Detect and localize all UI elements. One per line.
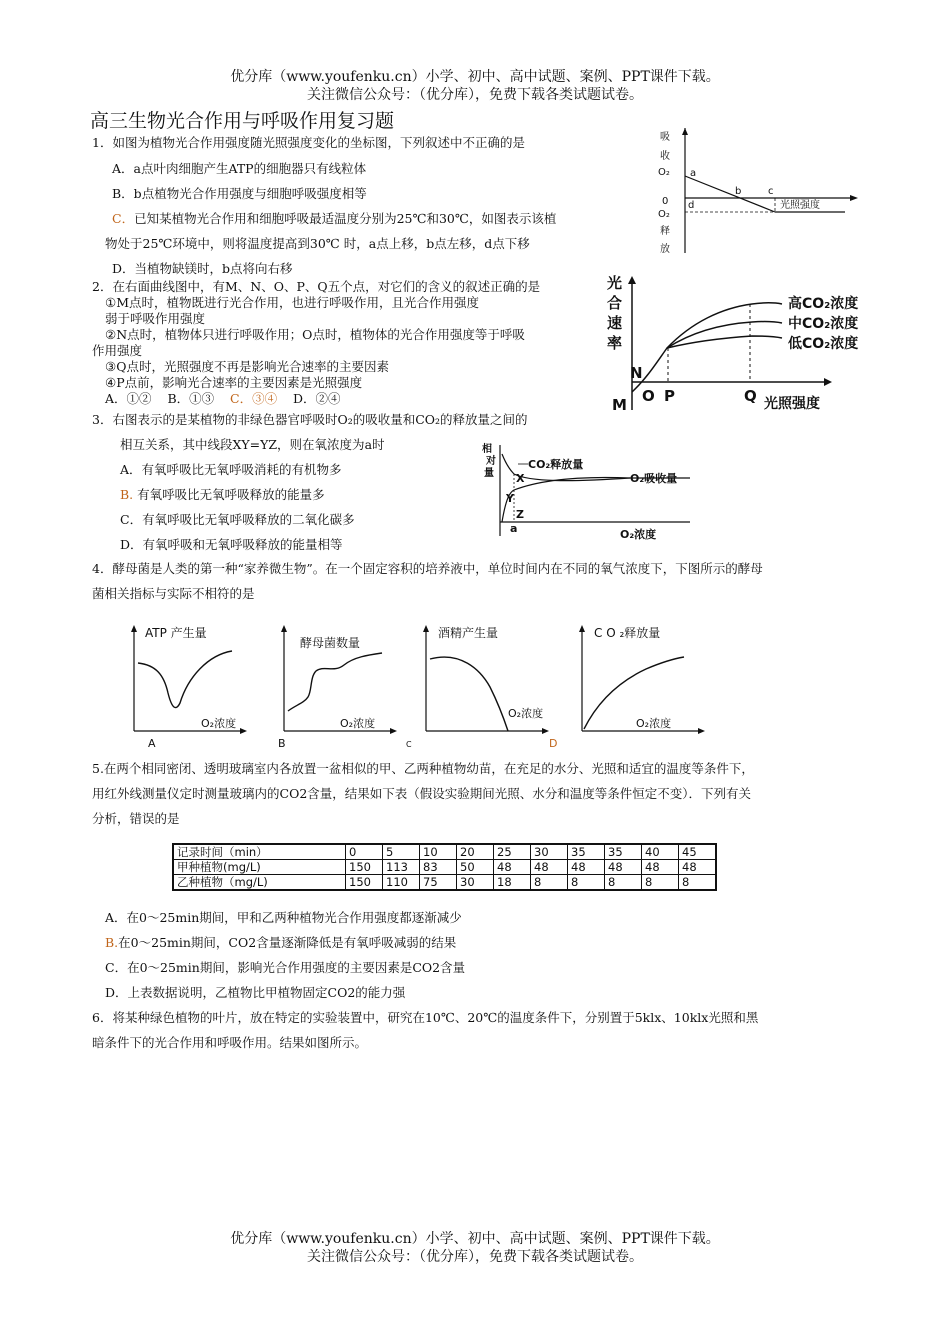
- q2-fig-curve-high: 高CO₂浓度: [788, 296, 859, 312]
- q3-figure: [480, 440, 695, 545]
- q3-fig-point-a: a: [510, 522, 518, 535]
- table-cell: 75: [420, 875, 457, 891]
- q2-statement-1a: ①M点时，植物既进行光合作用，也进行呼吸作用，且光合作用强度: [105, 295, 480, 310]
- q5-stem-1: 5.在两个相同密闭、透明玻璃室内各放置一盆相似的甲、乙两种植物幼苗，在充足的水分、光照和适宜的温度等条件下，: [92, 761, 754, 776]
- q3-option-d: D．有氧呼吸和无氧呼吸释放的能量相等: [120, 537, 343, 552]
- q6-stem-2: 暗条件下的光合作用和呼吸作用。结果如图所示。: [92, 1035, 368, 1050]
- q4-graph-d-ylabel: C O ₂释放量: [594, 626, 661, 640]
- table-cell: 150: [346, 875, 383, 891]
- q2-stem: 2．在右面曲线图中，有M、N、O、P、Q五个点，对它们的含义的叙述正确的是: [92, 279, 541, 294]
- q2-fig-ylabel-2: 速: [607, 314, 623, 332]
- footer-line-1: 优分库（www.youfenku.cn）小学、初中、高中试题、案例、PPT课件下载。: [230, 1231, 720, 1247]
- table-cell: 8: [679, 875, 717, 891]
- q1-figure: [650, 128, 865, 260]
- q5-stem-2: 用红外线测量仪定时测量玻璃内的CO2含量，结果如下表（假设实验期间光照、水分和温度等条件恒定不变）．下列有关: [92, 786, 752, 801]
- q1-option-d: D．当植物缺镁时，b点将向右移: [112, 261, 293, 276]
- q4-graph-c-curve: [430, 657, 508, 731]
- q3-stem-1: 3．右图表示的是某植物的非绿色器官呼吸时O₂的吸收量和CO₂的释放量之间的: [92, 412, 528, 427]
- q4-graph-a-xlabel: O₂浓度: [201, 717, 237, 730]
- q2-option-c: C．③④: [230, 391, 278, 406]
- table-cell: 8: [568, 875, 605, 891]
- q4-graph-d-letter: D: [549, 737, 558, 750]
- q4-graph-b-xlabel: O₂浓度: [340, 717, 376, 730]
- q3-fig-point-x: X: [516, 472, 525, 485]
- q6-stem-1: 6．将某种绿色植物的叶片，放在特定的实验装置中，研究在10℃、20℃的温度条件下，分别置于5klx、10klx光照和黑: [92, 1010, 759, 1025]
- table-cell: 48: [531, 860, 568, 875]
- q4-graph-a-letter: A: [148, 737, 156, 750]
- q3-fig-co2-label: CO₂释放量: [528, 458, 584, 471]
- table-cell: 5: [383, 844, 420, 860]
- q2-statement-3: ③Q点时，光照强度不再是影响光合速率的主要因素: [105, 359, 389, 374]
- table-cell: 48: [605, 860, 642, 875]
- table-cell: 110: [383, 875, 420, 891]
- header-line-2: 关注微信公众号：（优分库），免费下载各类试题试卷。: [307, 87, 643, 103]
- q3-fig-ylabel-0: 相: [482, 444, 492, 455]
- q2-statement-2a: ②N点时，植物体只进行呼吸作用；O点时，植物体的光合作用强度等于呼吸: [105, 327, 525, 342]
- q3-option-b-letter: B.: [120, 487, 134, 502]
- q4-graph-c-letter: C: [406, 740, 412, 749]
- q1-fig-point-b: b: [735, 186, 742, 197]
- table-cell: 48: [568, 860, 605, 875]
- q1-fig-ylabel-top-0: 吸: [660, 132, 670, 143]
- table-cell: 8: [531, 875, 568, 891]
- q2-option-d: D．②④: [293, 391, 341, 406]
- table-cell: 50: [457, 860, 494, 875]
- q4-stem-1: 4．酵母菌是人类的第一种“家养微生物”。在一个固定容积的培养液中，单位时间内在不同的氧气浓度下，下图所示的酵母: [92, 561, 763, 576]
- table-cell: 35: [568, 844, 605, 860]
- q1-fig-origin: 0: [662, 196, 669, 207]
- q4-graph-b-curve: [288, 653, 382, 711]
- q1-fig-ylabel-bottom-0: O₂: [658, 209, 670, 220]
- footer-line-2: 关注微信公众号：（优分库），免费下载各类试题试卷。: [307, 1249, 643, 1265]
- q5-stem-3: 分析，错误的是: [92, 811, 180, 826]
- table-cell: 30: [457, 875, 494, 891]
- q2-fig-point-p: P: [664, 387, 675, 405]
- table-cell: 甲种植物(mg/L): [173, 860, 346, 875]
- q4-graph-d-xlabel: O₂浓度: [636, 717, 672, 730]
- q5-option-b: 在0～25min期间，CO2含量逐渐降低是有氧呼吸减弱的结果: [118, 935, 457, 950]
- q1-fig-xlabel: 光照强度: [780, 200, 820, 211]
- q4-graph-c-ylabel: 酒精产生量: [438, 626, 499, 640]
- q5-option-a: A．在0～25min期间，甲和乙两种植物光合作用强度都逐渐减少: [105, 910, 462, 925]
- q5-data-table: [172, 843, 717, 891]
- table-cell: 25: [494, 844, 531, 860]
- q4-graph-b-letter: B: [278, 737, 286, 750]
- q4-graph-c: [406, 625, 550, 753]
- q3-option-c: C．有氧呼吸比无氧呼吸释放的二氧化碳多: [120, 512, 355, 527]
- q3-fig-xlabel: O₂浓度: [620, 528, 657, 541]
- table-cell: 150: [346, 860, 383, 875]
- q3-fig-point-z: Z: [516, 508, 524, 521]
- table-row: [173, 875, 716, 891]
- q2-fig-curve-mid: 中CO₂浓度: [788, 316, 859, 332]
- table-cell: 45: [679, 844, 717, 860]
- q1-stem: 1．如图为植物光合作用强度随光照强度变化的坐标图，下列叙述中不正确的是: [92, 135, 525, 150]
- q3-fig-ylabel-2: 量: [484, 468, 494, 479]
- q5-option-b-letter: B.: [105, 935, 119, 950]
- table-cell: 113: [383, 860, 420, 875]
- q4-graph-a-ylabel: ATP 产生量: [145, 626, 207, 640]
- q5-option-d: D．上表数据说明，乙植物比甲植物固定CO2的能力强: [105, 985, 406, 1000]
- q2-fig-curve-low: 低CO₂浓度: [788, 336, 859, 352]
- table-cell: 35: [605, 844, 642, 860]
- q2-fig-point-m: M: [612, 396, 627, 414]
- q4-graph-c-xlabel: O₂浓度: [508, 707, 544, 720]
- table-cell: 18: [494, 875, 531, 891]
- table-cell: 20: [457, 844, 494, 860]
- q5-option-c: C．在0～25min期间，影响光合作用强度的主要因素是CO2含量: [105, 960, 466, 975]
- table-cell: 10: [420, 844, 457, 860]
- q1-option-c-line2: 物处于25℃环境中，则将温度提高到30℃ 时，a点上移，b点左移，d点下移: [105, 236, 530, 251]
- q1-fig-ylabel-bottom-1: 释: [660, 226, 670, 237]
- q2-option-b: B．①③: [167, 391, 215, 406]
- q4-graph-a: [128, 625, 248, 753]
- q3-stem-2: 相互关系，其中线段XY=YZ，则在氧浓度为a时: [120, 437, 385, 452]
- q2-fig-point-o: O: [642, 387, 655, 405]
- table-cell: 48: [642, 860, 679, 875]
- q1-option-c-letter: C．: [112, 211, 135, 226]
- q4-graph-a-curve: [138, 651, 232, 708]
- q1-fig-point-d: d: [688, 200, 695, 211]
- q1-option-b: B．b点植物光合作用强度与细胞呼吸强度相等: [112, 186, 367, 201]
- table-cell: 83: [420, 860, 457, 875]
- q3-option-a: A．有氧呼吸比无氧呼吸消耗的有机物多: [120, 462, 342, 477]
- q4-graph-b-ylabel: 酵母菌数量: [300, 636, 361, 650]
- q3-option-b: 有氧呼吸比无氧呼吸释放的能量多: [137, 487, 325, 502]
- q1-fig-point-a: a: [690, 168, 697, 179]
- q3-fig-point-y: Y: [506, 492, 514, 505]
- table-row: [173, 860, 716, 875]
- q2-fig-ylabel-0: 光: [607, 274, 623, 292]
- q2-figure: [602, 270, 872, 420]
- q2-statement-4: ④P点前，影响光合速率的主要因素是光照强度: [105, 375, 363, 390]
- q2-fig-xlabel: 光照强度: [764, 396, 820, 412]
- q2-option-a: A．①②: [105, 391, 152, 406]
- q1-option-a: A．a点叶肉细胞产生ATP的细胞器只有线粒体: [112, 161, 367, 176]
- q2-statement-2b: 作用强度: [92, 343, 143, 358]
- q2-fig-curve-high-line: [632, 303, 782, 392]
- q2-fig-point-n: N: [630, 364, 643, 382]
- q2-fig-ylabel-1: 合: [607, 294, 623, 312]
- header-line-1: 优分库（www.youfenku.cn）小学、初中、高中试题、案例、PPT课件下载。: [230, 69, 720, 85]
- q1-fig-ylabel-top-2: O₂: [658, 167, 670, 178]
- q3-fig-ylabel-1: 对: [486, 456, 496, 467]
- q4-graph-b: [278, 625, 398, 753]
- q4-stem-2: 菌相关指标与实际不相符的是: [92, 586, 255, 601]
- table-cell: 40: [642, 844, 679, 860]
- table-cell: 8: [642, 875, 679, 891]
- table-cell: 乙种植物（mg/L): [173, 875, 346, 891]
- q1-fig-point-c: c: [768, 186, 774, 197]
- page-title: 高三生物光合作用与呼吸作用复习题: [90, 110, 395, 132]
- q3-fig-o2-label: O₂吸收量: [630, 472, 678, 485]
- q1-fig-curve: [685, 176, 775, 212]
- table-cell: 48: [494, 860, 531, 875]
- q2-fig-point-q: Q: [744, 387, 757, 405]
- q2-fig-ylabel-3: 率: [607, 334, 623, 352]
- table-cell: 30: [531, 844, 568, 860]
- table-cell: 48: [679, 860, 717, 875]
- table-cell: 记录时间（min）: [173, 844, 346, 860]
- table-cell: 8: [605, 875, 642, 891]
- q1-option-c-line1: 已知某植物光合作用和细胞呼吸最适温度分别为25℃和30℃，如图表示该植: [134, 211, 557, 226]
- q2-statement-1b: 弱于呼吸作用强度: [105, 311, 206, 326]
- q1-fig-ylabel-bottom-2: 放: [660, 244, 670, 255]
- q1-fig-ylabel-top-1: 收: [660, 151, 670, 162]
- table-row: [173, 844, 716, 860]
- table-cell: 0: [346, 844, 383, 860]
- q4-graph-d: [549, 625, 706, 753]
